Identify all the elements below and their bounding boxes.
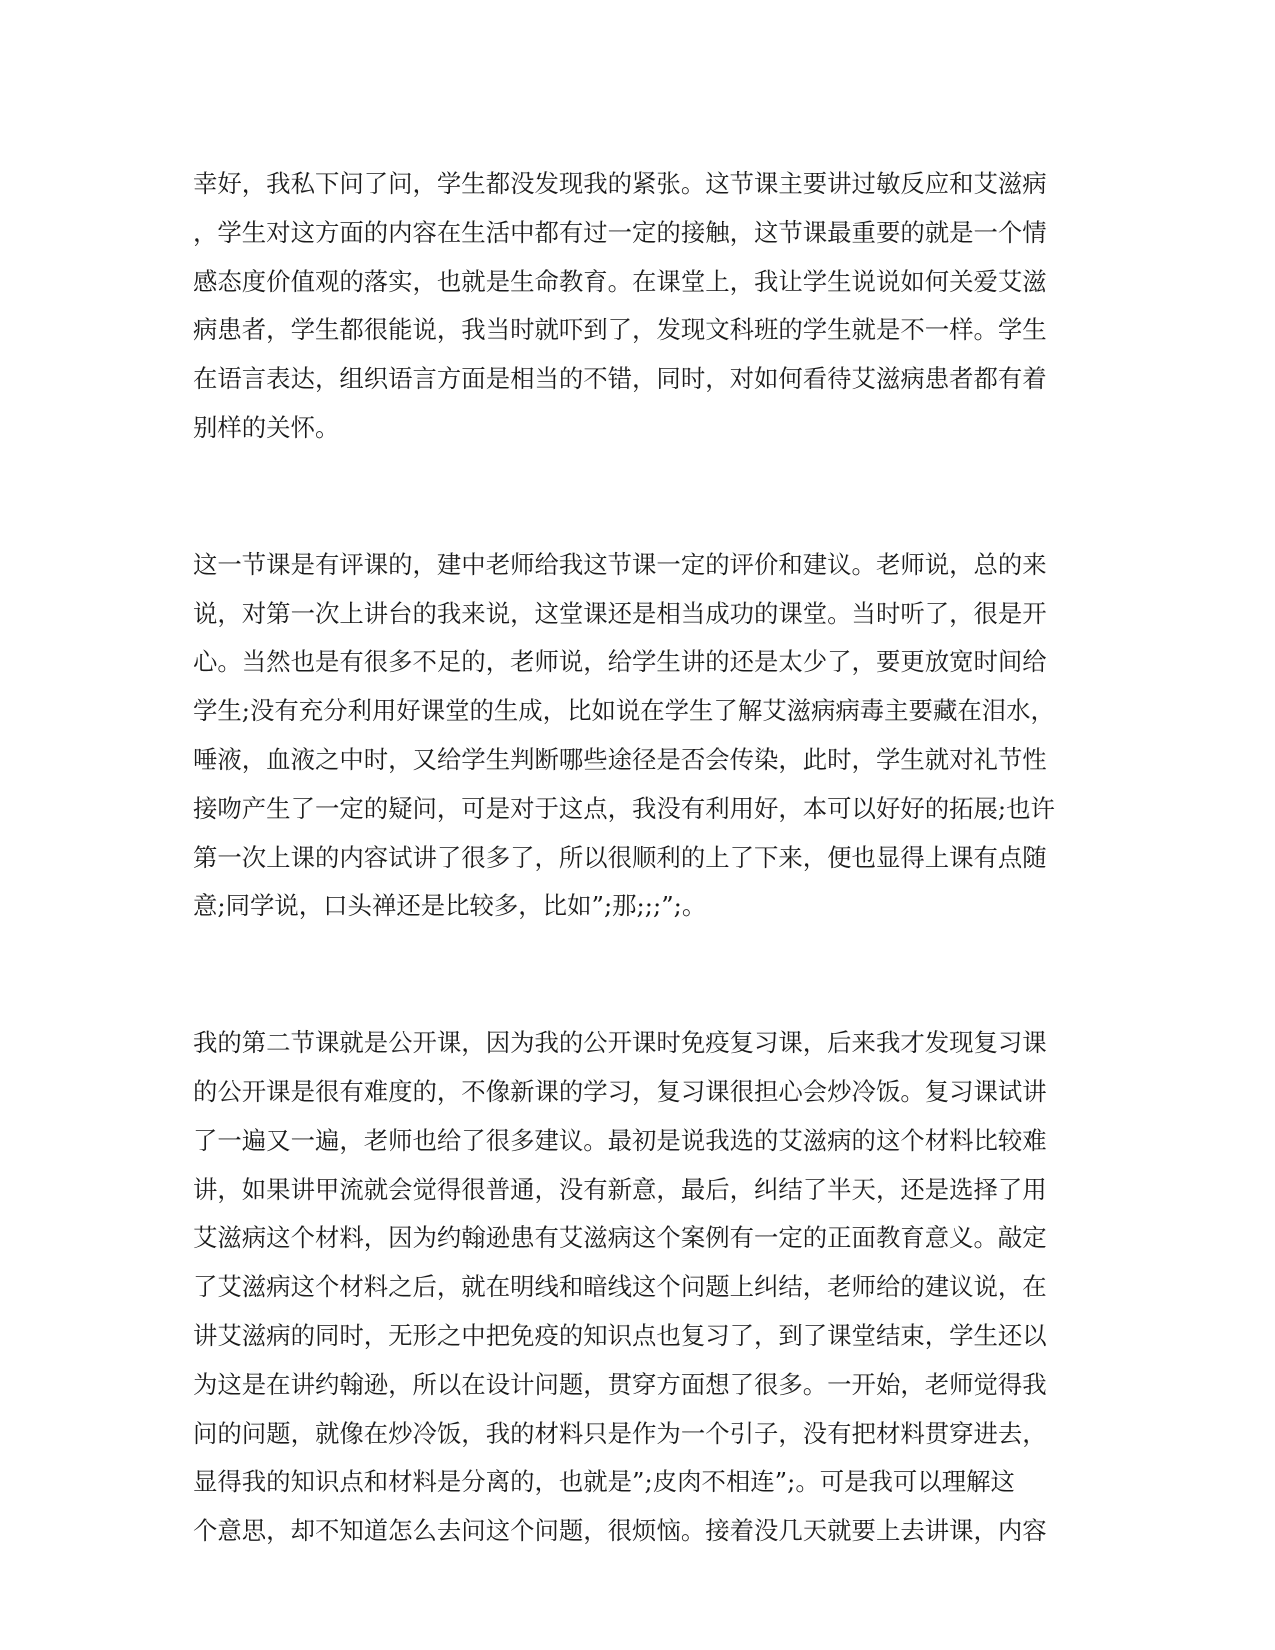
text-line: 了艾滋病这个材料之后，就在明线和暗线这个问题上纠结，老师给的建议说，在	[193, 1272, 1047, 1302]
text-line: 的公开课是很有难度的，不像新课的学习，复习课很担心会炒冷饭。复习课试讲	[193, 1076, 1047, 1106]
paragraph-spacer	[193, 931, 1073, 1019]
text-line: 艾滋病这个材料，因为约翰逊患有艾滋病这个案例有一定的正面教育意义。敲定	[193, 1223, 1047, 1253]
text-line: 意;同学说，口头禅还是比较多，比如”;那;;;”;。	[193, 891, 707, 921]
text-line: 这一节课是有评课的，建中老师给我这节课一定的评价和建议。老师说，总的来	[193, 549, 1047, 579]
text-line: 感态度价值观的落实，也就是生命教育。在课堂上，我让学生说说如何关爱艾滋	[193, 266, 1047, 296]
paragraph-3	[193, 1019, 1073, 1556]
text-line: 了一遍又一遍，老师也给了很多建议。最初是说我选的艾滋病的这个材料比较难	[193, 1125, 1047, 1155]
text-line: 幸好，我私下问了问，学生都没发现我的紧张。这节课主要讲过敏反应和艾滋病	[193, 169, 1047, 198]
text-line: 我的第二节课就是公开课，因为我的公开课时免疫复习课，后来我才发现复习课	[193, 1028, 1047, 1058]
text-line: 唾液，血液之中时，又给学生判断哪些途径是否会传染，此时，学生就对礼节性	[193, 744, 1047, 774]
text-line: 说，对第一次上讲台的我来说，这堂课还是相当成功的课堂。当时听了，很是开	[193, 598, 1047, 628]
document-body	[193, 160, 1073, 1556]
text-line: 在语言表达，组织语言方面是相当的不错，同时，对如何看待艾滋病患者都有着	[193, 364, 1047, 394]
paragraph-1	[193, 160, 1073, 453]
text-line: ，学生对这方面的内容在生活中都有过一定的接触，这节课最重要的就是一个情	[193, 217, 1047, 247]
text-line: 个意思，却不知道怎么去问这个问题，很烦恼。接着没几天就要上去讲课，内容	[193, 1516, 1047, 1546]
text-line: 学生;没有充分利用好课堂的生成，比如说在学生了解艾滋病病毒主要藏在泪水，	[193, 696, 1055, 726]
text-line: 讲，如果讲甲流就会觉得很普通，没有新意，最后，纠结了半天，还是选择了用	[193, 1174, 1047, 1204]
paragraph-spacer	[193, 453, 1073, 541]
text-line: 问的问题，就像在炒冷饭，我的材料只是作为一个引子，没有把材料贯穿进去，	[193, 1418, 1047, 1448]
text-line: 接吻产生了一定的疑问，可是对于这点，我没有利用好，本可以好好的拓展;也许	[193, 793, 1055, 823]
text-line: 别样的关怀。	[193, 412, 340, 442]
paragraph-2	[193, 541, 1073, 931]
text-line: 第一次上课的内容试讲了很多了，所以很顺利的上了下来，便也显得上课有点随	[193, 842, 1047, 872]
text-line: 显得我的知识点和材料是分离的，也就是”;皮肉不相连”;。可是我可以理解这	[193, 1467, 1015, 1497]
text-line: 心。当然也是有很多不足的，老师说，给学生讲的还是太少了，要更放宽时间给	[193, 647, 1047, 677]
text-line: 为这是在讲约翰逊，所以在设计问题，贯穿方面想了很多。一开始，老师觉得我	[193, 1369, 1047, 1399]
text-line: 讲艾滋病的同时，无形之中把免疫的知识点也复习了，到了课堂结束，学生还以	[193, 1320, 1047, 1350]
text-line: 病患者，学生都很能说，我当时就吓到了，发现文科班的学生就是不一样。学生	[193, 315, 1047, 345]
